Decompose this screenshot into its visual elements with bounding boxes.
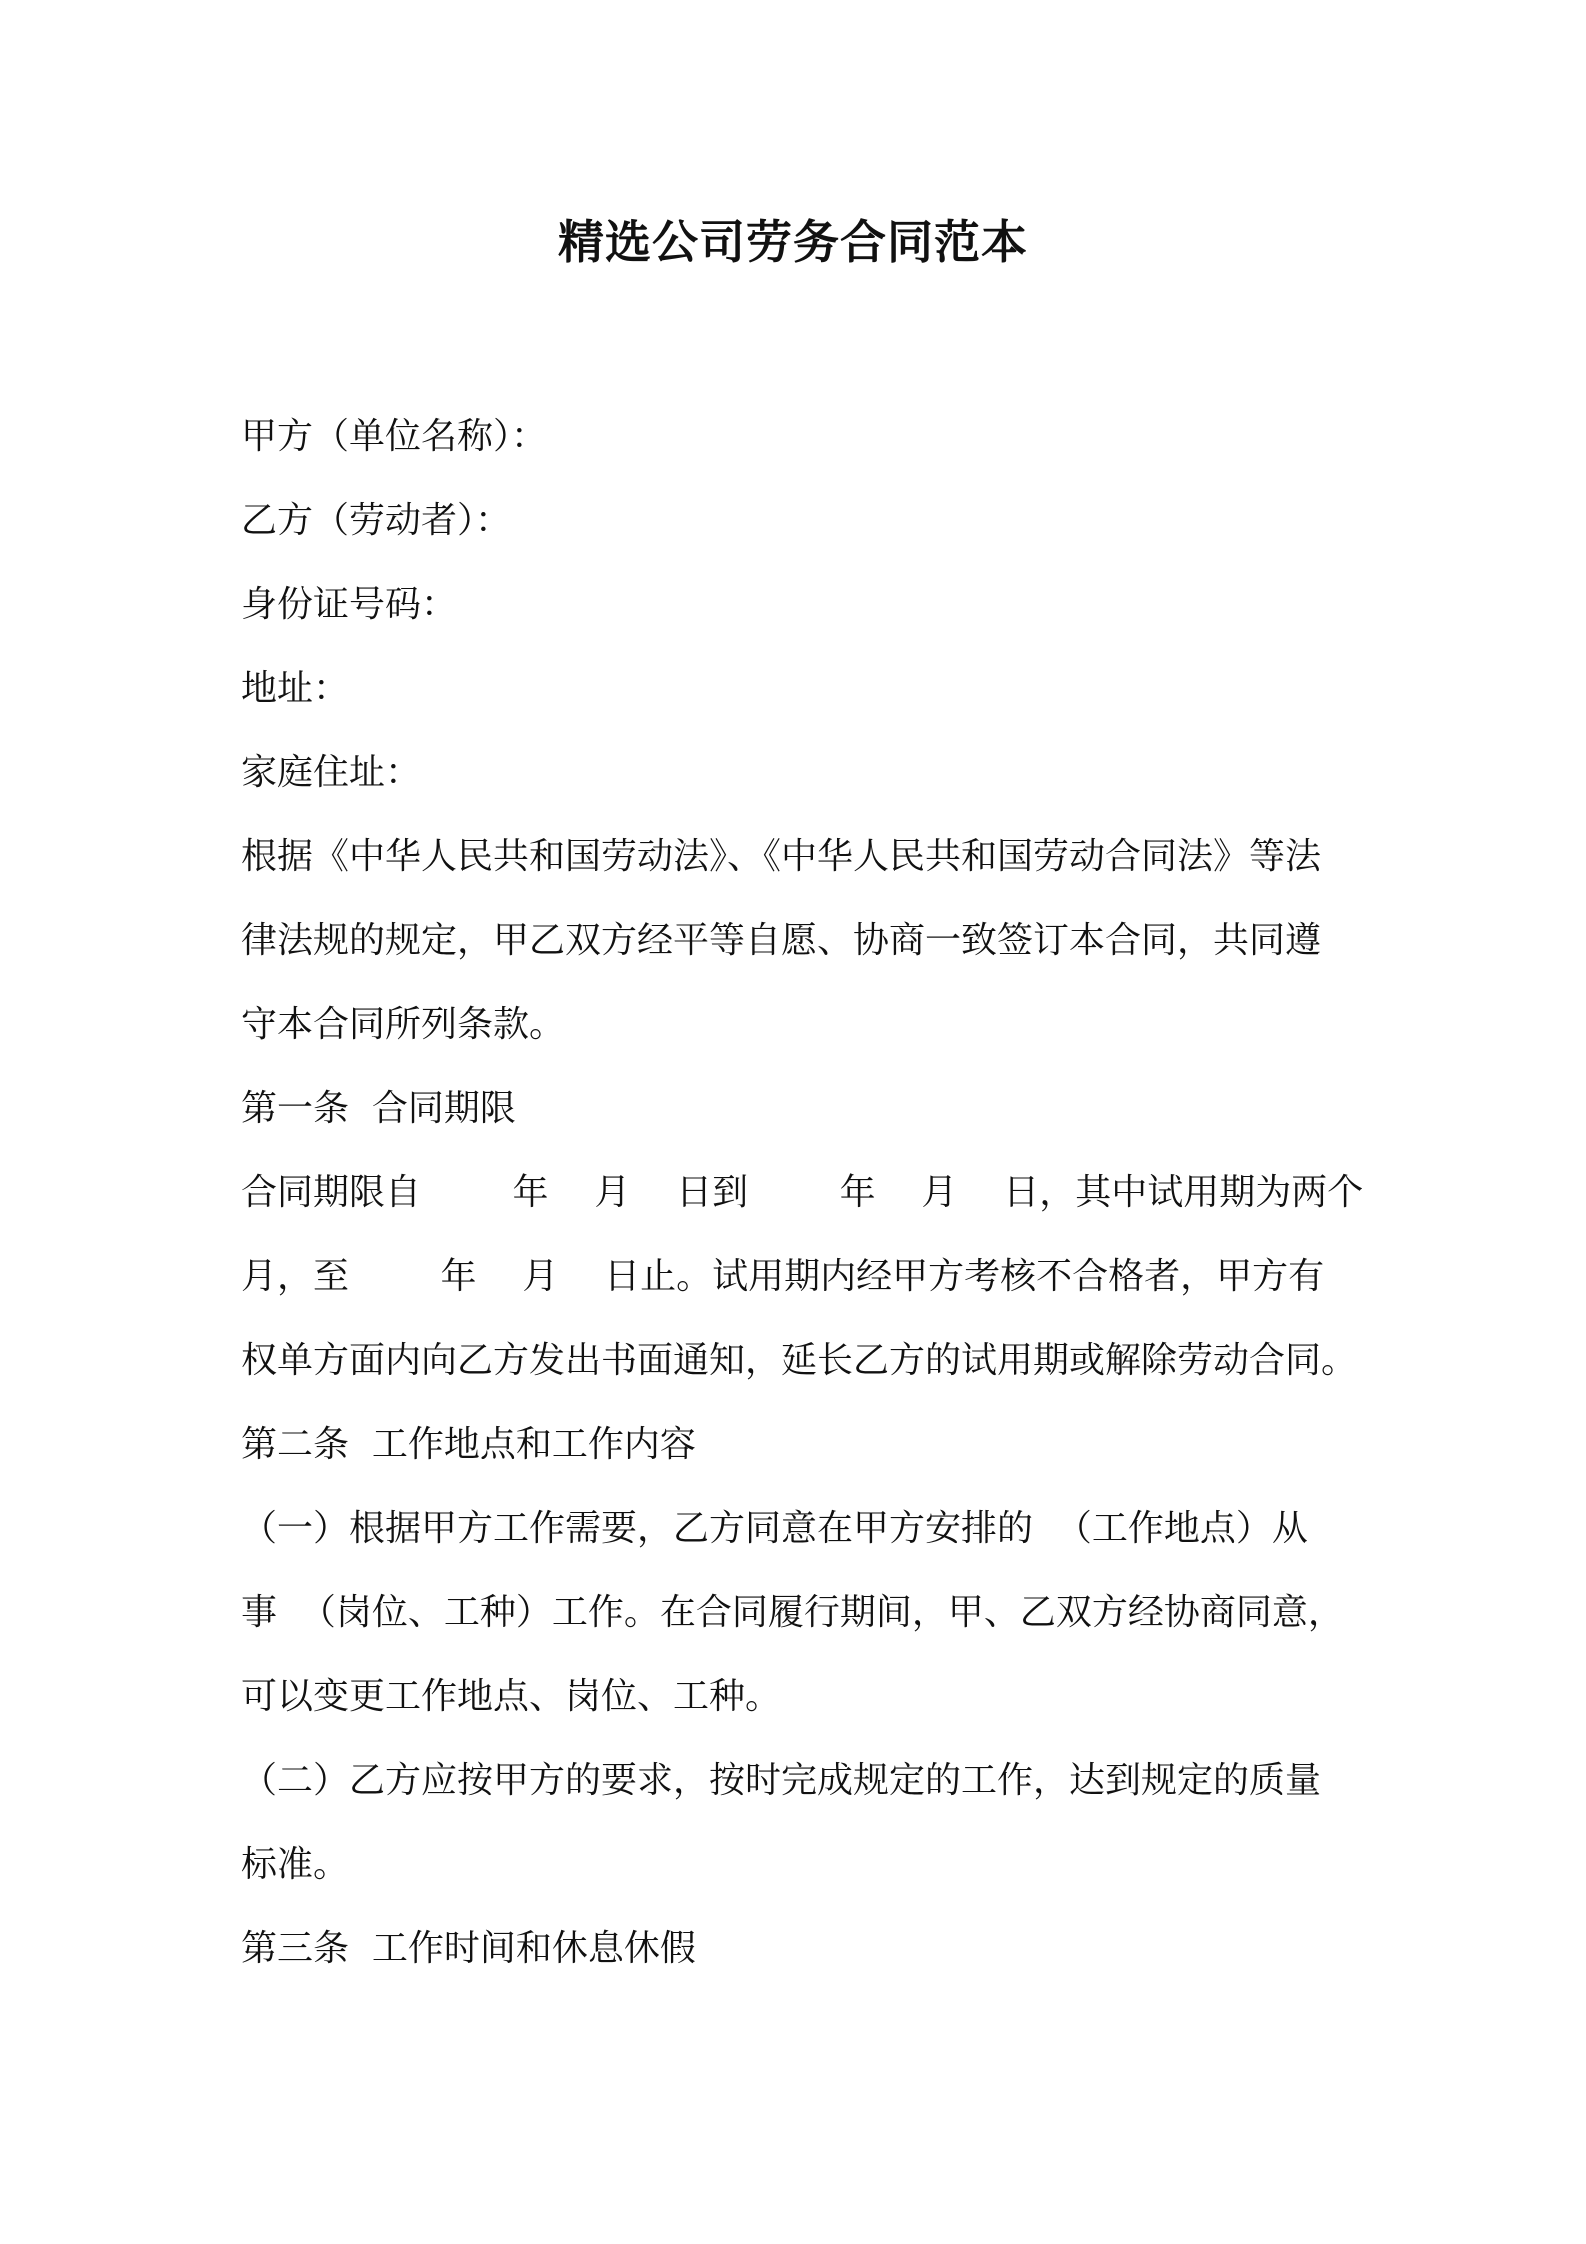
home-address-line: 家庭住址：: [241, 752, 422, 793]
article-1-line-1: 合同期限自 年 月 日到 年 月 日，其中试用期为两个: [241, 1172, 1364, 1213]
article-2-clause-1-line-1: （一）根据甲方工作需要，乙方同意在甲方安排的 （工作地点）从: [241, 1508, 1308, 1549]
party-a-line: 甲方（单位名称）：: [241, 416, 548, 457]
address-line: 地址：: [241, 668, 350, 709]
party-b-line: 乙方（劳动者）：: [241, 500, 512, 541]
article-1-line-2: 月，至 年 月 日止。试用期内经甲方考核不合格者，甲方有: [241, 1256, 1325, 1297]
article-2-clause-2-line-2: 标准。: [241, 1844, 350, 1885]
article-2-clause-1-line-3: 可以变更工作地点、岗位、工种。: [241, 1676, 782, 1717]
id-number-line: 身份证号码：: [241, 584, 458, 625]
article-2-heading: 第二条 工作地点和工作内容: [241, 1424, 696, 1465]
article-2-clause-1-line-2: 事 （岗位、工种）工作。在合同履行期间，甲、乙双方经协商同意，: [241, 1592, 1344, 1633]
preamble-line-2: 律法规的规定，甲乙双方经平等自愿、协商一致签订本合同，共同遵: [241, 920, 1322, 961]
article-1-heading: 第一条 合同期限: [241, 1088, 516, 1129]
preamble-line-3: 守本合同所列条款。: [241, 1004, 566, 1045]
document-title: 精选公司劳务合同范本: [558, 215, 1028, 269]
article-1-line-3: 权单方面内向乙方发出书面通知，延长乙方的试用期或解除劳动合同。: [241, 1340, 1358, 1381]
article-3-heading: 第三条 工作时间和休息休假: [241, 1928, 696, 1969]
article-2-clause-2-line-1: （二）乙方应按甲方的要求，按时完成规定的工作，达到规定的质量: [241, 1760, 1322, 1801]
preamble-line-1: 根据《中华人民共和国劳动法》、《中华人民共和国劳动合同法》等法: [241, 836, 1322, 877]
